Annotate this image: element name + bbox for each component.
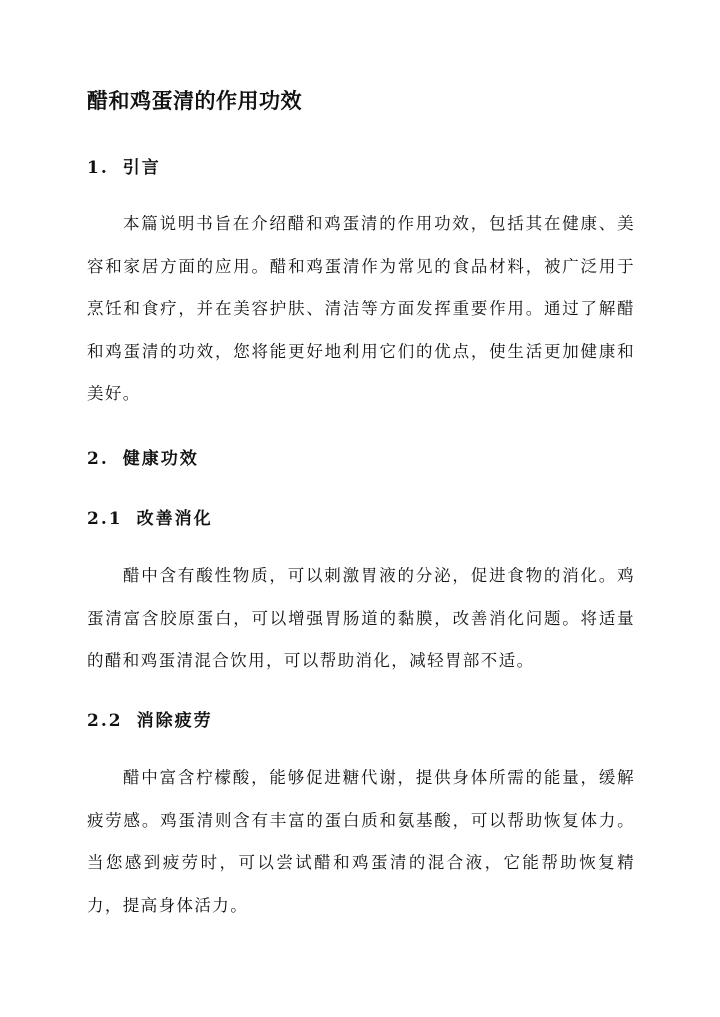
intro-paragraph: 本篇说明书旨在介绍醋和鸡蛋清的作用功效，包括其在健康、美容和家居方面的应用。醋和鸡蛋清作为常见的食品材料，被广泛用于烹饪和食疗，并在美容护肤、清洁等方面发挥重要作用。通过了解醋和鸡蛋清的功效，您将能更好地利用它们的优点，使生活更加健康和美好。 bbox=[87, 214, 635, 403]
section-title: 改善消化 bbox=[136, 509, 213, 529]
section-heading-intro bbox=[87, 155, 161, 181]
section-heading-fatigue bbox=[87, 708, 213, 734]
digestion-paragraph: 醋中含有酸性物质，可以刺激胃液的分泌，促进食物的消化。鸡蛋清富含胶原蛋白，可以增强胃肠道的黏膜，改善消化问题。将适量的醋和鸡蛋清混合饮用，可以帮助消化，减轻胃部不适。 bbox=[87, 566, 635, 670]
section-title: 健康功效 bbox=[122, 449, 199, 469]
section-heading-health bbox=[87, 446, 199, 472]
section-number: 2.1 bbox=[87, 509, 123, 529]
section-title: 消除疲劳 bbox=[136, 711, 213, 731]
section-heading-digestion bbox=[87, 506, 213, 532]
section-title: 引言 bbox=[122, 158, 161, 178]
section-number: 2.2 bbox=[87, 711, 123, 731]
section-number: 1. bbox=[87, 158, 109, 178]
section-number: 2. bbox=[87, 449, 109, 469]
document-title: 醋和鸡蛋清的作用功效 bbox=[87, 88, 302, 113]
fatigue-paragraph: 醋中富含柠檬酸，能够促进糖代谢，提供身体所需的能量，缓解疲劳感。鸡蛋清则含有丰富的蛋白质和氨基酸，可以帮助恢复体力。当您感到疲劳时，可以尝试醋和鸡蛋清的混合液，它能帮助恢复精力，提高身体活力。 bbox=[87, 768, 635, 915]
